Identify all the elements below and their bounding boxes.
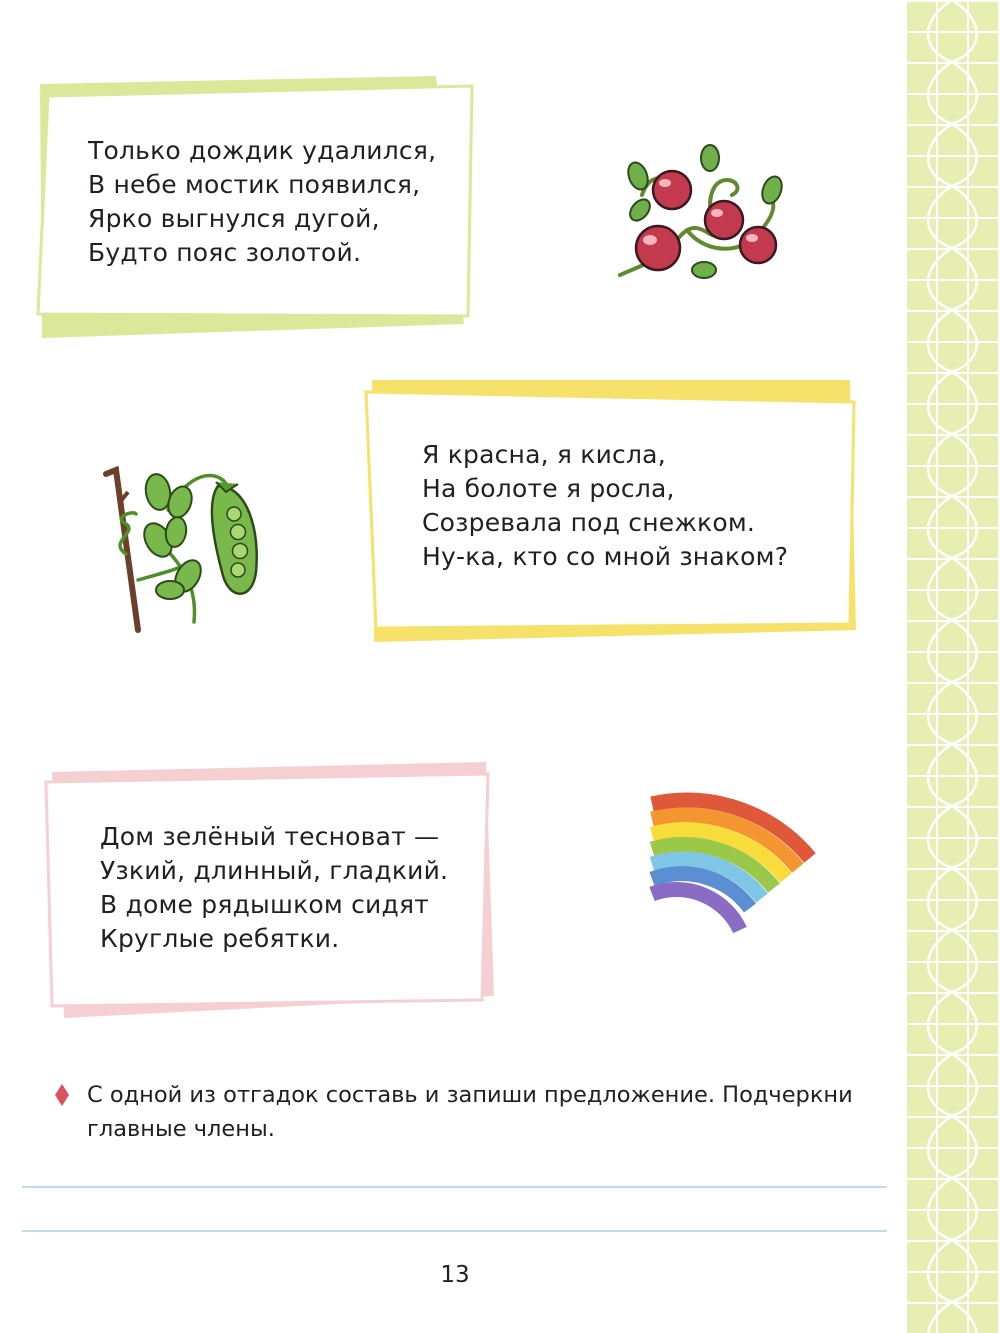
poem-line: Будто пояс золотой. <box>88 238 362 267</box>
riddle-text <box>88 134 436 270</box>
loop-pattern <box>905 0 1000 1333</box>
poem-line: Ну-ка, кто со мной знаком? <box>422 542 789 571</box>
poem-line: В доме рядышком сидят <box>100 890 429 919</box>
poem-line: Я красна, я кисла, <box>422 440 666 469</box>
poem-line: В небе мостик появился, <box>88 170 421 199</box>
poem-line: Только дождик удалился, <box>88 136 437 165</box>
poem-line: Узкий, длинный, гладкий. <box>100 856 449 885</box>
task-text: С одной из отгадок составь и запиши предложение. Подчеркни главные члены. <box>87 1082 853 1142</box>
writing-line[interactable] <box>22 1186 887 1188</box>
poem-line: Ярко выгнулся дугой, <box>88 204 380 233</box>
diamond-bullet-icon <box>55 1084 69 1106</box>
rainbow-illustration <box>640 790 820 940</box>
poem-line: Круглые ребятки. <box>100 924 340 953</box>
cranberry-illustration <box>612 140 792 285</box>
riddle-text <box>422 438 788 574</box>
pea-pod-illustration <box>98 462 268 634</box>
riddle-card-peas <box>42 762 498 1020</box>
poem-line: Дом зелёный тесноват — <box>100 822 440 851</box>
poem-line: Созревала под снежком. <box>422 508 756 537</box>
page-number: 13 <box>440 1262 470 1288</box>
poem-line: На болоте я росла, <box>422 474 675 503</box>
writing-line[interactable] <box>22 1230 887 1232</box>
riddle-card-cranberry <box>360 380 860 644</box>
riddle-text <box>100 820 448 956</box>
riddle-card-rainbow <box>36 76 476 338</box>
task-instruction <box>55 1078 895 1146</box>
decorative-side-strip <box>905 0 1000 1333</box>
